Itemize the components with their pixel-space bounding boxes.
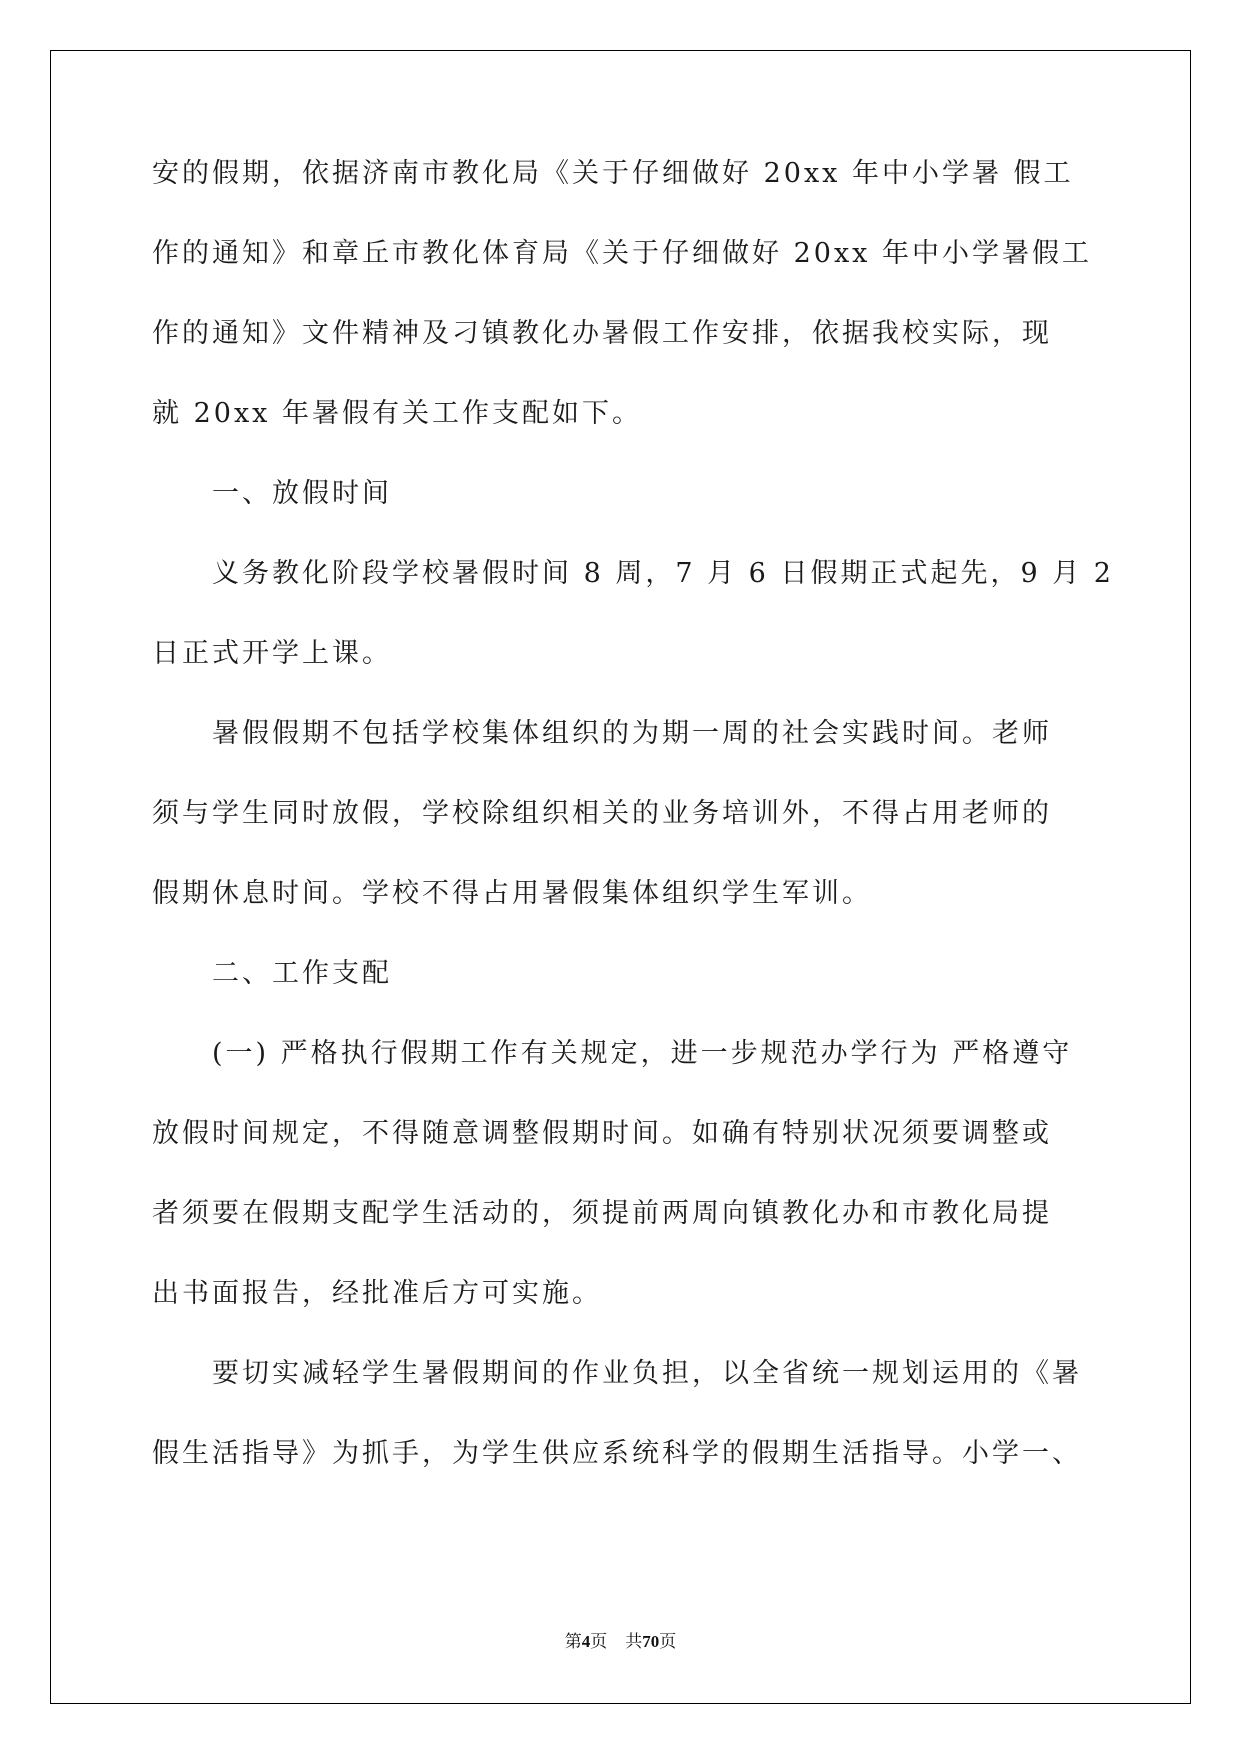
text-line: 假期休息时间。学校不得占用暑假集体组织学生军训。 bbox=[152, 878, 872, 909]
text-line: 须与学生同时放假，学校除组织相关的业务培训外，不得占用老师的 bbox=[152, 798, 1052, 829]
text-line: 假生活指导》为抓手，为学生供应系统科学的假期生活指导。小学一、 bbox=[152, 1438, 1082, 1469]
total-pages: 70 bbox=[642, 1632, 660, 1651]
text-line: 作的通知》文件精神及刁镇教化办暑假工作安排，依据我校实际，现 bbox=[152, 318, 1052, 349]
text-line: 暑假假期不包括学校集体组织的为期一周的社会实践时间。老师 bbox=[212, 718, 1052, 749]
text-line: 出书面报告，经批准后方可实施。 bbox=[152, 1278, 602, 1309]
page-footer bbox=[0, 1627, 1241, 1652]
total-suffix: 页 bbox=[659, 1632, 677, 1651]
section-heading: 一、放假时间 bbox=[212, 478, 392, 509]
page-number: 4 bbox=[581, 1632, 591, 1651]
text-line: 者须要在假期支配学生活动的，须提前两周向镇教化办和市教化局提 bbox=[152, 1198, 1052, 1229]
text-line: 就 20xx 年暑假有关工作支配如下。 bbox=[152, 398, 642, 429]
page-suffix: 页 bbox=[590, 1632, 608, 1651]
text-line: 安的假期，依据济南市教化局《关于仔细做好 20xx 年中小学暑 假工 bbox=[152, 158, 1074, 189]
page-prefix: 第 bbox=[564, 1632, 582, 1651]
text-line: (一) 严格执行假期工作有关规定，进一步规范办学行为 严格遵守 bbox=[212, 1038, 1073, 1069]
text-line: 要切实减轻学生暑假期间的作业负担，以全省统一规划运用的《暑 bbox=[212, 1358, 1082, 1389]
text-line: 放假时间规定，不得随意调整假期时间。如确有特别状况须要调整或 bbox=[152, 1118, 1052, 1149]
text-line: 日正式开学上课。 bbox=[152, 638, 392, 669]
text-line: 作的通知》和章丘市教化体育局《关于仔细做好 20xx 年中小学暑假工 bbox=[152, 238, 1092, 269]
section-heading: 二、工作支配 bbox=[212, 958, 392, 989]
text-line: 义务教化阶段学校暑假时间 8 周，7 月 6 日假期正式起先，9 月 2 bbox=[212, 558, 1114, 589]
total-prefix: 共 bbox=[625, 1632, 643, 1651]
